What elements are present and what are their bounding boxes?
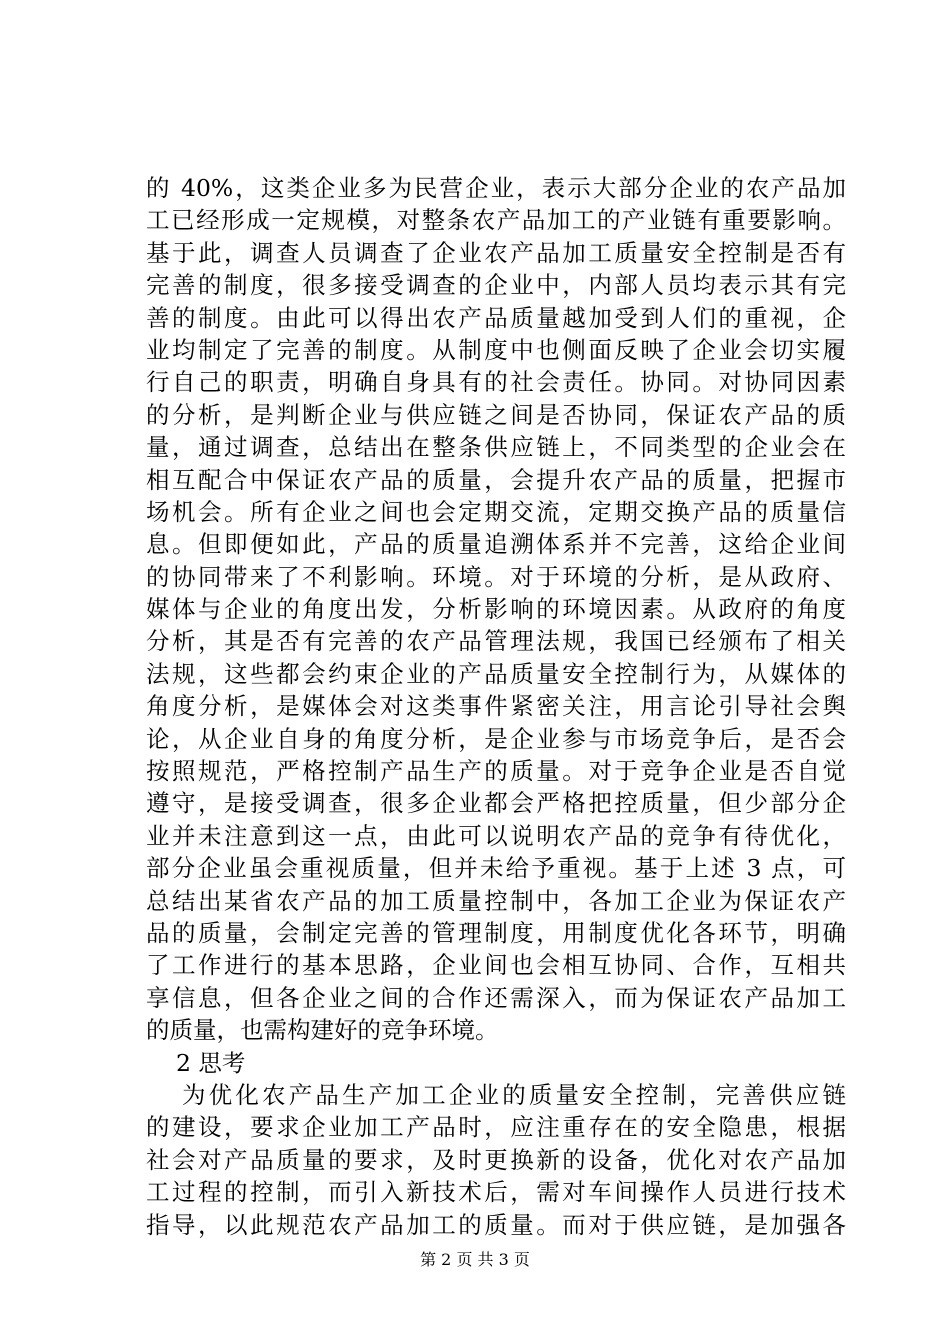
text-line: 媒体与企业的角度出发，分析影响的环境因素。从政府的角度: [146, 595, 846, 624]
text-line: 分析，其是否有完善的农产品管理法规，我国已经颁布了相关: [146, 627, 846, 656]
text-line: 的建设，要求企业加工产品时，应注重存在的安全隐患，根据: [146, 1113, 846, 1142]
text-line: 法规，这些都会约束企业的产品质量安全控制行为，从媒体的: [146, 659, 846, 688]
text-line: 为优化农产品生产加工企业的质量安全控制，完善供应链: [182, 1080, 846, 1109]
text-line: 场机会。所有企业之间也会定期交流，定期交换产品的质量信: [146, 497, 846, 526]
text-line: 指导，以此规范农产品加工的质量。而对于供应链，是加强各: [146, 1210, 846, 1239]
text-line: 息。但即便如此，产品的质量追溯体系并不完善，这给企业间: [146, 530, 846, 559]
text-line: 按照规范，严格控制产品生产的质量。对于竞争企业是否自觉: [146, 757, 846, 786]
text-line: 相互配合中保证农产品的质量，会提升农产品的质量，把握市: [146, 465, 846, 494]
text-line: 部分企业虽会重视质量，但并未给予重视。基于上述 3 点，可: [146, 854, 846, 883]
text-line: 享信息，但各企业之间的合作还需深入，而为保证农产品加工: [146, 983, 846, 1012]
text-line: 社会对产品质量的要求，及时更换新的设备，优化对农产品加: [146, 1145, 846, 1174]
text-line: 行自己的职责，明确自身具有的社会责任。协同。对协同因素: [146, 368, 846, 397]
text-line: 的分析，是判断企业与供应链之间是否协同，保证农产品的质: [146, 400, 846, 429]
text-line: 的 40%，这类企业多为民营企业，表示大部分企业的农产品加: [146, 174, 846, 202]
text-line: 角度分析，是媒体会对这类事件紧密关注，用言论引导社会舆: [146, 692, 846, 721]
text-line: 业并未注意到这一点，由此可以说明农产品的竞争有待优化，: [146, 821, 846, 850]
body-text: [146, 172, 846, 1241]
page-number-label: 第 2 页 共 3 页: [420, 1250, 530, 1269]
text-line: 工过程的控制，而引入新技术后，需对车间操作人员进行技术: [146, 1178, 846, 1207]
text-line: 遵守，是接受调查，很多企业都会严格把控质量，但少部分企: [146, 789, 846, 818]
text-line: 品的质量，会制定完善的管理制度，用制度优化各环节，明确: [146, 918, 846, 947]
text-line: 工已经形成一定规模，对整条农产品加工的产业链有重要影响。: [146, 206, 846, 235]
text-line: 的协同带来了不利影响。环境。对于环境的分析，是从政府、: [146, 562, 846, 591]
section-heading: 2 思考: [176, 1048, 246, 1077]
text-line: 业均制定了完善的制度。从制度中也侧面反映了企业会切实履: [146, 335, 846, 364]
text-line: 总结出某省农产品的加工质量控制中，各加工企业为保证农产: [146, 886, 846, 915]
text-line: 善的制度。由此可以得出农产品质量越加受到人们的重视，企: [146, 303, 846, 332]
text-line: 了工作进行的基本思路，企业间也会相互协同、合作，互相共: [146, 951, 846, 980]
text-line: 完善的制度，很多接受调查的企业中，内部人员均表示其有完: [146, 271, 846, 300]
page-footer: [0, 1250, 950, 1270]
text-line: 量，通过调查，总结出在整条供应链上，不同类型的企业会在: [146, 433, 846, 462]
text-line: 论，从企业自身的角度分析，是企业参与市场竞争后，是否会: [146, 724, 846, 753]
paragraph-1: [146, 172, 846, 1047]
text-line: 的质量，也需构建好的竞争环境。: [146, 1016, 499, 1045]
paragraph-2: [146, 1079, 846, 1241]
text-line: 基于此，调查人员调查了企业农产品加工质量安全控制是否有: [146, 238, 846, 267]
